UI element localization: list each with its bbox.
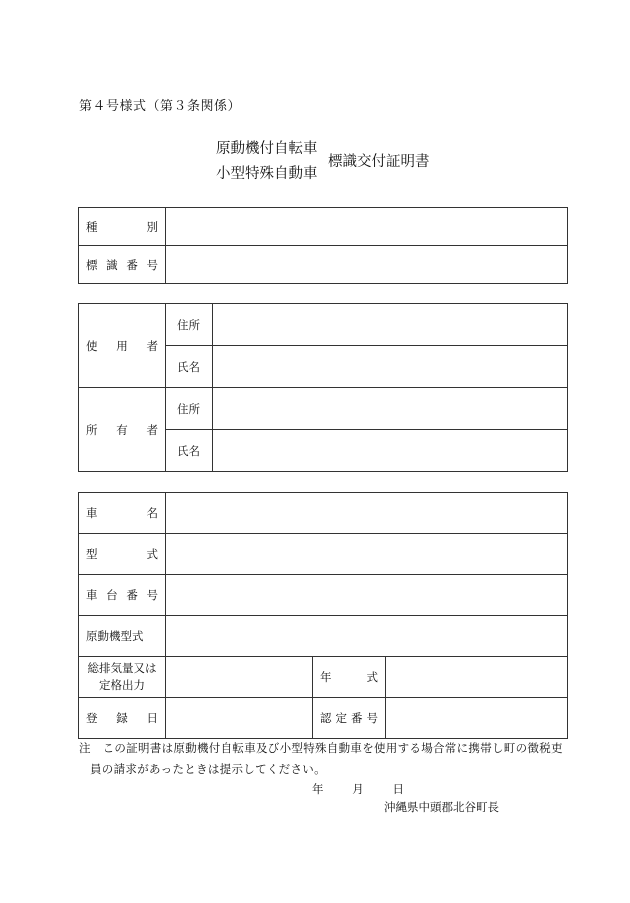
vehicle-name-field[interactable] [166, 493, 568, 534]
model-label: 型 式 [79, 534, 166, 575]
model-row [79, 534, 568, 575]
issuer-name: 沖縄県中頭郡北谷町長 [384, 800, 499, 814]
plate-number-field[interactable] [166, 246, 568, 284]
plate-number-label: 標 識 番 号 [79, 246, 166, 284]
owner-address-field[interactable] [213, 388, 568, 430]
user-address-field[interactable] [213, 304, 568, 346]
owner-name-field[interactable] [213, 430, 568, 472]
owner-address-row [79, 388, 568, 430]
owner-address-label: 住所 [166, 388, 213, 430]
vehicle-name-row [79, 493, 568, 534]
owner-name-label: 氏名 [166, 430, 213, 472]
plate-row [79, 246, 568, 284]
year-field[interactable] [386, 657, 568, 698]
issue-date [312, 781, 404, 797]
user-address-row [79, 304, 568, 346]
displacement-row [79, 657, 568, 698]
owner-label: 所 有 者 [79, 388, 166, 472]
model-field[interactable] [166, 534, 568, 575]
year-label: 年 式 [313, 657, 386, 698]
document-title: 標識交付証明書 [328, 154, 430, 170]
type-label: 種 別 [79, 208, 166, 246]
type-and-plate-table [78, 207, 568, 284]
date-year-label: 年 [312, 782, 324, 796]
user-name-label: 氏名 [166, 346, 213, 388]
registration-date-label: 登 録 日 [79, 698, 166, 739]
user-name-field[interactable] [213, 346, 568, 388]
user-owner-table [78, 303, 568, 472]
note-line-1: 注 この証明書は原動機付自転車及び小型特殊自動車を使用する場合常に携帯し町の徴税吏 [79, 741, 563, 755]
title-line-small-special: 小型特殊自動車 [216, 166, 318, 182]
form-number: 第４号様式（第３条関係） [79, 99, 242, 114]
user-label: 使 用 者 [79, 304, 166, 388]
certification-number-label: 認 定 番 号 [313, 698, 386, 739]
title-vehicle-types [216, 137, 318, 187]
note-line-2: 員の請求があったときは提示してください。 [90, 762, 326, 776]
vehicle-name-label: 車 名 [79, 493, 166, 534]
chassis-number-label: 車 台 番 号 [79, 575, 166, 616]
registration-date-field[interactable] [166, 698, 313, 739]
engine-model-row [79, 616, 568, 657]
displacement-field[interactable] [166, 657, 313, 698]
chassis-number-field[interactable] [166, 575, 568, 616]
type-field[interactable] [166, 208, 568, 246]
title-line-moped: 原動機付自転車 [216, 141, 318, 157]
user-address-label: 住所 [166, 304, 213, 346]
registration-row [79, 698, 568, 739]
date-month-label: 月 [352, 782, 364, 796]
engine-model-label: 原動機型式 [79, 616, 166, 657]
vehicle-details-table [78, 492, 568, 739]
type-row [79, 208, 568, 246]
displacement-label: 総排気量又は 定格出力 [79, 657, 166, 698]
engine-model-field[interactable] [166, 616, 568, 657]
date-day-label: 日 [392, 782, 404, 796]
certification-number-field[interactable] [386, 698, 568, 739]
chassis-row [79, 575, 568, 616]
